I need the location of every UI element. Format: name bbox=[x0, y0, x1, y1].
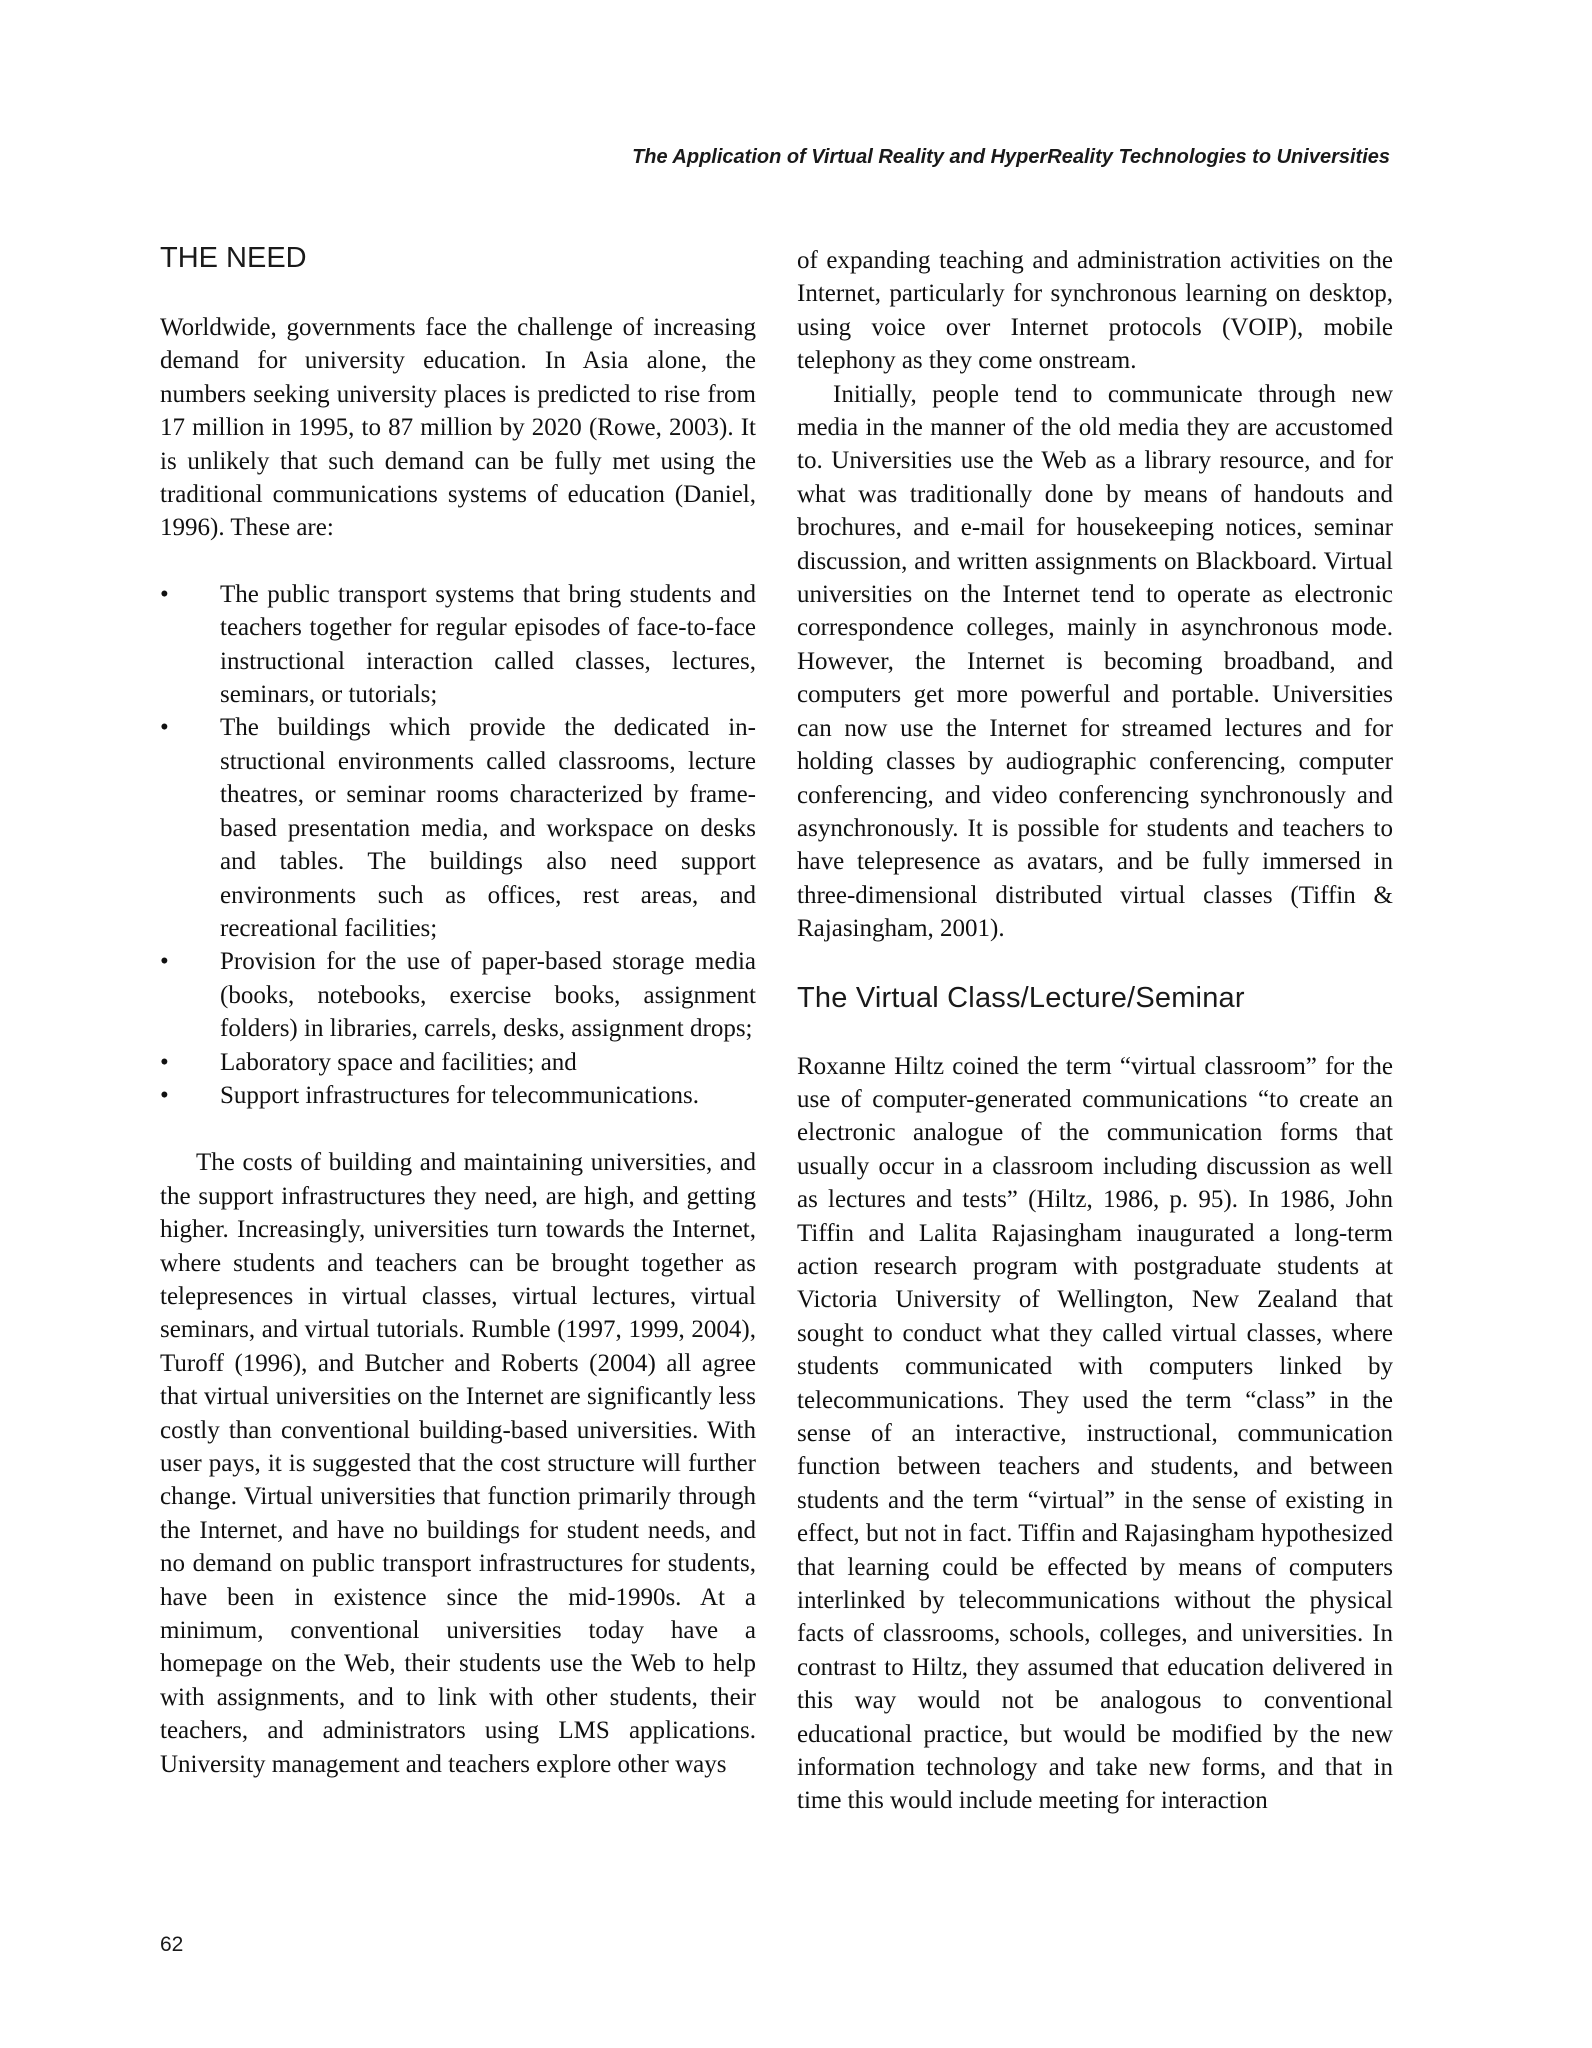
hiltz-paragraph: Roxanne Hiltz coined the term “virtual classroom” for the use of computer-generated communications “to create an electronic analogue of the communication forms that usually occur in a classroom including discussion as well as lectures and tests” (Hiltz, 1986, p. 95). In 1986, John Tiffin and Lalita Rajasingham inaugurated a long-term action research program with postgraduate students at Victoria University of Wellington, New Zealand that sought to conduct what they called virtual classes, where students communicated with computers linked by telecommunications. They used the term “class” in the sense of an interactive, instructional, communication function between teachers and students, and between students and the term “virtual” in the sense of existing in effect, but not in fact. Tiffin and Rajasingham hypothesized that learning could be effected by means of computers interlinked by telecommunications without the physical facts of classrooms, schools, colleges, and universities. In contrast to Hiltz, they assumed that education delivered in this way would not be analogous to conventional educational practice, but would be modified by the new information technology and take new forms, and that in time this would include meeting for interaction bbox=[797, 1052, 1393, 1815]
list-item-text: Provision for the use of paper-based storage media (books, notebooks, exercise books, assignment folders) in libraries, carrels, desks, assignment drops; bbox=[220, 948, 756, 1043]
bullet-icon: • bbox=[160, 714, 169, 742]
section-heading-the-need: THE NEED bbox=[160, 242, 307, 274]
list-item-text: The public transport systems that bring students and teachers together for regular episodes of face-to-face instructional interaction called classes, lectures, seminars, or tutorials; bbox=[220, 580, 756, 709]
intro-paragraph: Worldwide, governments face the challenge of increasing demand for university education. In Asia alone, the numbers seeking university places is predicted to rise from 17 million in 1995, to 87 million by 2020 (Rowe, 2003). It is unlikely that such demand can be fully met using the traditional communications systems of education (Daniel, 1996). These are: bbox=[160, 314, 756, 542]
bullet-list bbox=[160, 578, 756, 1113]
list-item bbox=[160, 1079, 756, 1112]
bullet-icon: • bbox=[160, 1081, 169, 1109]
page-number: 62 bbox=[160, 1933, 184, 1956]
bullet-icon: • bbox=[160, 580, 169, 608]
bullet-icon: • bbox=[160, 1048, 169, 1076]
list-item-text: Support infrastructures for telecommunications. bbox=[220, 1081, 700, 1109]
right-column bbox=[797, 244, 1393, 1818]
bullet-icon: • bbox=[160, 948, 169, 976]
list-item bbox=[160, 1046, 756, 1079]
running-header: The Application of Virtual Reality and HyperReality Technologies to Universities bbox=[632, 146, 1390, 168]
list-item bbox=[160, 945, 756, 1045]
left-column bbox=[160, 240, 756, 1781]
subheading-virtual-class: The Virtual Class/Lecture/Seminar bbox=[797, 981, 1245, 1014]
list-item-text: The buildings which provide the dedicated instructional environments called classrooms, lecture theatres, or seminar rooms characterized by frame-based presentation media, and workspace on desks and tables. The buildings also need support environments such as offices, rest areas, and recreational facilities; bbox=[220, 714, 756, 942]
list-item bbox=[160, 711, 756, 945]
initially-paragraph: Initially, people tend to communicate through new media in the manner of the old media they are accustomed to. Universities use the Web as a library resource, and for what was traditionally done by means of handouts and brochures, and e-mail for housekeeping notices, seminar discussion, and written assignments on Blackboard. Virtual universities on the Internet tend to operate as electronic correspondence colleges, mainly in asynchronous mode. However, the Internet is becoming broadband, and computers get more powerful and portable. Universities can now use the Internet for streamed lectures and for holding classes by audiographic conferencing, computer conferencing, and video conferencing synchronously and asynchronously. It is possible for students and teachers to have telepresence as avatars, and be fully immersed in three-dimensional distributed virtual classes (Tiffin & Rajasingham, 2001). bbox=[797, 380, 1393, 943]
list-item-text: Laboratory space and facilities; and bbox=[220, 1048, 577, 1076]
list-item bbox=[160, 578, 756, 712]
continuation-paragraph: of expanding teaching and administration activities on the Internet, particularly for synchronous learning on desktop, using voice over Internet protocols (VOIP), mobile telephony as they come onstream. bbox=[797, 247, 1393, 375]
costs-paragraph: The costs of building and maintaining universities, and the support infrastructures they need, are high, and getting higher. Increasingly, universities turn towards the Internet, where students and teachers can be brought together as telepresences in virtual classes, virtual lectures, virtual seminars, and virtual tutorials. Rumble (1997, 1999, 2004), Turoff (1996), and Butcher and Roberts (2004) all agree that virtual universities on the Internet are significantly less costly than conventional building-based universities. With user pays, it is suggested that the cost structure will further change. Virtual universities that function primarily through the Internet, and have no buildings for student needs, and no demand on public transport infrastructures for students, have been in existence since the mid-1990s. At a minimum, conventional universities today have a homepage on the Web, their students use the Web to help with assignments, and to link with other students, their teachers, and administrators using LMS applications. University management and teachers explore other ways bbox=[160, 1149, 756, 1778]
